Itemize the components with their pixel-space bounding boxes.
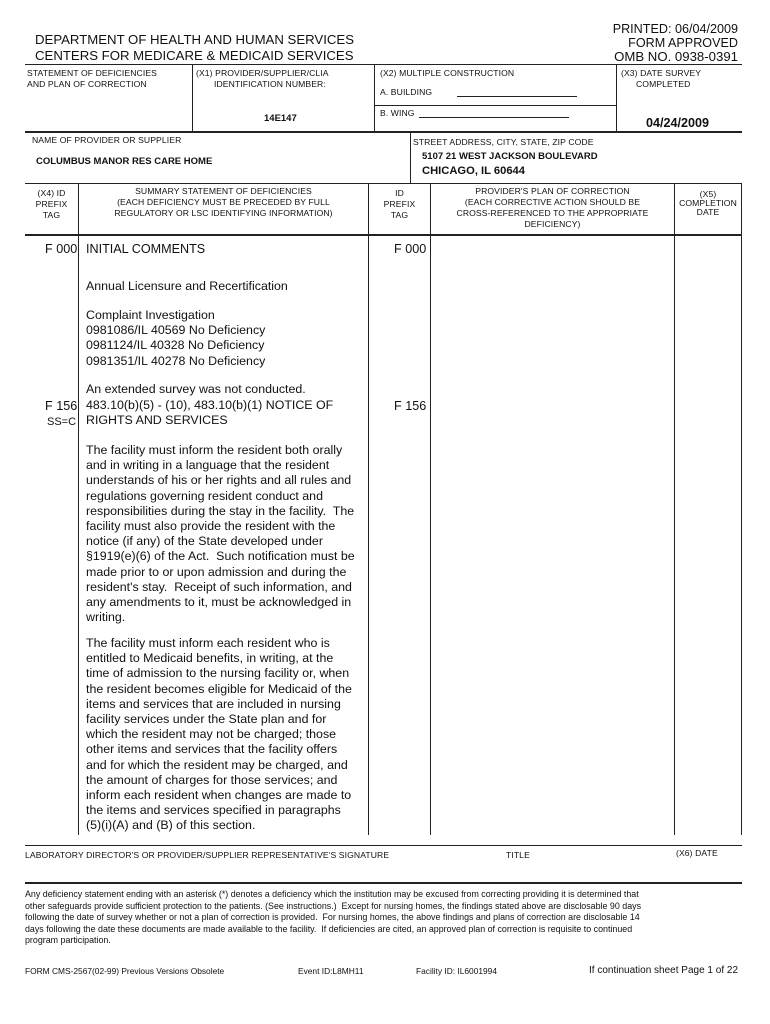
wing-label: B. WING [380, 108, 569, 118]
f000-title: INITIAL COMMENTS [86, 242, 206, 256]
department-line: DEPARTMENT OF HEALTH AND HUMAN SERVICES [35, 32, 354, 47]
provider-id-number: 14E147 [264, 113, 297, 124]
signature-label: LABORATORY DIRECTOR'S OR PROVIDER/SUPPLIER REPRESENTATIVE'S SIGNATURE [25, 850, 390, 860]
summary-header: SUMMARY STATEMENT OF DEFICIENCIES [135, 186, 312, 196]
plan-header-4: DEFICIENCY) [524, 219, 581, 229]
x3-sub-label: COMPLETED [636, 79, 691, 89]
x1-sub-label: IDENTIFICATION NUMBER: [214, 79, 326, 89]
x3-label: (X3) DATE SURVEY [621, 68, 702, 78]
x4-tag: TAG [42, 210, 61, 220]
completion-label: COMPLETION [679, 198, 737, 208]
disclosure-footnote: Any deficiency statement ending with an asterisk (*) denotes a deficiency which the institution may be excused from correcting providing it is determined that other safeguards provide sufficient protection to the patients. (See instructions.) Except for nursing homes, the findings stated above are disclosable 90 days following the date of survey whether or not a plan of correction is provided. For nursing homes, the above findings and plans of correction are disclosable 14 days following the date these documents are made available to the facility. If deficiencies are cited, an approved plan of correction is requisite to continued program participation. [25, 889, 642, 945]
plan-header-3: CROSS-REFERENCED TO THE APPROPRIATE [456, 208, 649, 218]
annual-licensure: Annual Licensure and Recertification [86, 279, 288, 293]
extended-survey: An extended survey was not conducted. [86, 382, 306, 396]
x1-label: (X1) PROVIDER/SUPPLIER/CLIA [196, 68, 329, 78]
summary-header-2: (EACH DEFICIENCY MUST BE PRECEDED BY FULL [117, 197, 330, 207]
f000-plan-tag: F 000 [394, 242, 427, 256]
street-address: 5107 21 WEST JACKSON BOULEVARD [422, 151, 598, 162]
id-label: ID [395, 188, 404, 198]
statement-label: STATEMENT OF DEFICIENCIES [27, 68, 157, 78]
f156-title: 483.10(b)(5) - (10), 483.10(b)(1) NOTICE OF RIGHTS AND SERVICES [86, 398, 334, 428]
title-label: TITLE [506, 850, 530, 860]
f156-tag: F 156 [45, 399, 78, 413]
form-approved: FORM APPROVED [628, 36, 738, 50]
id-prefix: PREFIX [383, 199, 416, 209]
medicaid-paragraph: The facility must inform each resident who is entitled to Medicaid benefits, in writing, at the time of admission to the nursing facility or, when the resident becomes eligible for Medicaid of the items and services that are included in nursing facility services under the State plan and for which the resident may not be charged; those other items and services that the facility offers and for which the resident may be charged, and the amount of charges for those services; and inform each resident when changes are made to the items and services specified in paragraphs (5)(i)(A) and (B) of this section. [86, 636, 352, 833]
x4-label: (X4) ID [37, 188, 66, 198]
omb-number: OMB NO. 0938-0391 [614, 49, 738, 64]
summary-header-3: REGULATORY OR LSC IDENTIFYING INFORMATION) [114, 208, 333, 218]
event-id: Event ID:L8MH11 [298, 966, 364, 976]
x5-label: (X5) [699, 189, 717, 199]
city-state-zip: CHICAGO, IL 60644 [422, 165, 526, 177]
provider-name-label: NAME OF PROVIDER OR SUPPLIER [32, 135, 182, 145]
plan-header-2: (EACH CORRECTIVE ACTION SHOULD BE [464, 197, 641, 207]
x2-label: (X2) MULTIPLE CONSTRUCTION [380, 68, 515, 78]
form-number: FORM CMS-2567(02-99) Previous Versions Obsolete [25, 966, 225, 976]
building-label: A. BUILDING [380, 87, 577, 97]
address-label: STREET ADDRESS, CITY, STATE, ZIP CODE [413, 137, 594, 147]
provider-name: COLUMBUS MANOR RES CARE HOME [36, 156, 213, 167]
plan-label: AND PLAN OF CORRECTION [27, 79, 147, 89]
facility-id: Facility ID: IL6001994 [416, 966, 498, 976]
f000-tag: F 000 [45, 242, 78, 256]
printed-date: PRINTED: 06/04/2009 [612, 22, 738, 36]
page-number: If continuation sheet Page 1 of 22 [589, 965, 738, 976]
f156-plan-tag: F 156 [394, 399, 427, 413]
complaint-investigation: Complaint Investigation 0981086/IL 40569 No Deficiency 0981124/IL 40328 No Deficiency 0981351/IL 40278 No Deficiency [86, 308, 266, 368]
f156-scope-severity: SS=C [47, 416, 77, 428]
plan-header: PROVIDER'S PLAN OF CORRECTION [475, 186, 630, 196]
centers-line: CENTERS FOR MEDICARE & MEDICAID SERVICES [35, 48, 354, 63]
x4-prefix: PREFIX [35, 199, 68, 209]
id-tag: TAG [390, 210, 409, 220]
rights-paragraph: The facility must inform the resident both orally and in writing in a language that the resident understands of his or her rights and all rules and regulations governing resident conduct and responsibilities during the stay in the facility. The facility must also provide the resident with the notice (if any) of the State developed under §1919(e)(6) of the Act. Such notification must be made prior to or upon admission and during the resident's stay. Receipt of such information, and any amendments to it, must be acknowledged in writing. [86, 443, 355, 625]
x6-date-label: (X6) DATE [676, 848, 718, 858]
date-label: DATE [696, 207, 720, 217]
survey-completed-date: 04/24/2009 [646, 116, 710, 130]
